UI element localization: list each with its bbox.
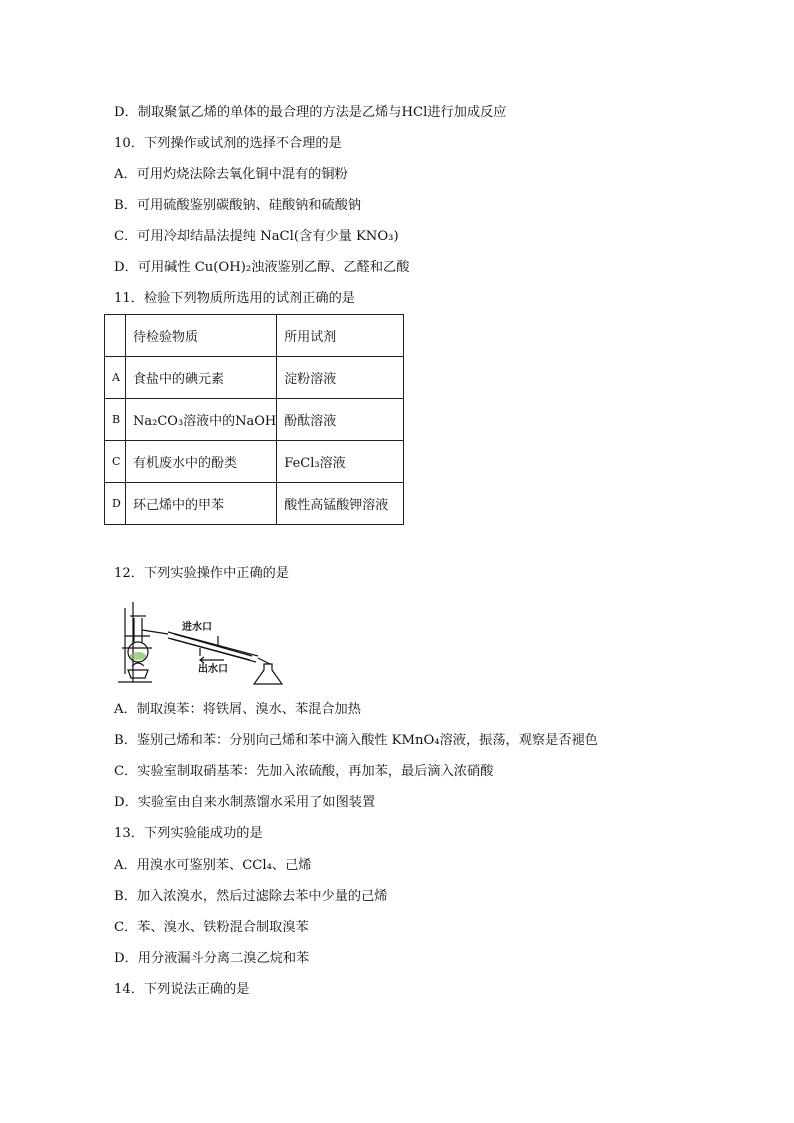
outlet-label: 出水口 <box>198 664 228 675</box>
q12-option-a: A．制取溴苯：将铁屑、溴水、苯混合加热 <box>114 702 361 717</box>
q13-option-b: B．加入浓溴水，然后过滤除去苯中少量的己烯 <box>114 889 388 904</box>
q13-option-a: A．用溴水可鉴别苯、CCl₄、己烯 <box>114 858 312 873</box>
table-cell <box>105 315 126 357</box>
q9-option-d: D．制取聚氯乙烯的单体的最合理的方法是乙烯与HCl进行加成反应 <box>114 105 507 120</box>
table-header-reagent: 所用试剂 <box>277 315 404 357</box>
table-cell: Na₂CO₃溶液中的NaOH <box>126 399 277 441</box>
q10-option-b: B．可用硫酸鉴别碳酸钠、硅酸钠和硫酸钠 <box>114 198 362 213</box>
q10-option-d: D．可用碱性 Cu(OH)₂浊液鉴别乙醇、乙醛和乙酸 <box>114 260 410 275</box>
q12-option-d: D．实验室由自来水制蒸馏水采用了如图装置 <box>114 795 376 810</box>
table-cell-label: D <box>105 483 126 525</box>
table-cell: 酸性高锰酸钾溶液 <box>277 483 404 525</box>
q10-stem: 10．下列操作或试剂的选择不合理的是 <box>114 136 342 151</box>
q13-stem: 13．下列实验能成功的是 <box>114 826 263 841</box>
q10-option-a: A．可用灼烧法除去氧化铜中混有的铜粉 <box>114 167 348 182</box>
distillation-apparatus-figure <box>112 598 288 688</box>
table-cell-label: A <box>105 357 126 399</box>
table-cell: 淀粉溶液 <box>277 357 404 399</box>
q12-stem: 12．下列实验操作中正确的是 <box>114 566 290 581</box>
q11-table <box>104 314 404 525</box>
table-cell: 酚酞溶液 <box>277 399 404 441</box>
table-cell-label: C <box>105 441 126 483</box>
q13-option-c: C．苯、溴水、铁粉混合制取溴苯 <box>114 920 309 935</box>
table-cell-label: B <box>105 399 126 441</box>
table-row <box>105 483 404 525</box>
table-cell: 环己烯中的甲苯 <box>126 483 277 525</box>
q13-option-d: D．用分液漏斗分离二溴乙烷和苯 <box>114 951 310 966</box>
table-row <box>105 441 404 483</box>
table-row <box>105 399 404 441</box>
table-header-row <box>105 315 404 357</box>
q11-stem: 11．检验下列物质所选用的试剂正确的是 <box>114 291 355 306</box>
q14-stem: 14．下列说法正确的是 <box>114 982 250 997</box>
table-cell: 有机废水中的酚类 <box>126 441 277 483</box>
q12-option-b: B．鉴别己烯和苯：分别向己烯和苯中滴入酸性 KMnO₄溶液，振荡，观察是否褪色 <box>114 733 598 748</box>
q10-option-c: C．可用冷却结晶法提纯 NaCl(含有少量 KNO₃) <box>114 229 399 244</box>
table-cell: 食盐中的碘元素 <box>126 357 277 399</box>
table-row <box>105 357 404 399</box>
table-cell: FeCl₃溶液 <box>277 441 404 483</box>
distillation-apparatus-drawing <box>112 598 288 688</box>
q12-option-c: C．实验室制取硝基苯：先加入浓硫酸，再加苯，最后滴入浓硝酸 <box>114 764 494 779</box>
inlet-label: 进水口 <box>182 622 212 633</box>
table-header-substance: 待检验物质 <box>126 315 277 357</box>
